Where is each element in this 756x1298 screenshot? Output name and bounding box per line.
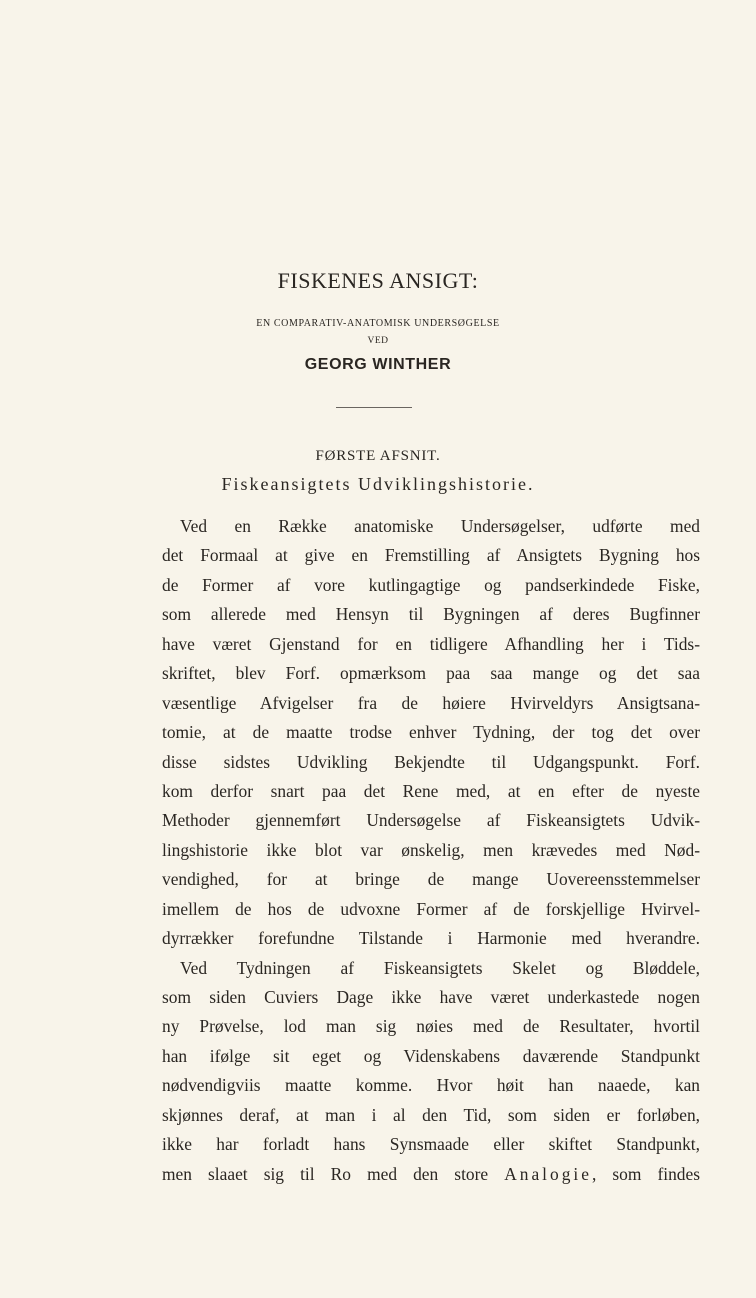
- text-line: tomie, at de maatte trodse enhver Tydning, der tog det over: [162, 722, 700, 743]
- text-line: ikke har forladt hans Synsmaade eller skiftet Standpunkt,: [162, 1134, 700, 1155]
- text-line: ny Prøvelse, lod man sig nøies med de Resultater, hvortil: [162, 1016, 700, 1037]
- author-name: GEORG WINTHER: [304, 356, 452, 373]
- text-line: imellem de hos de udvoxne Former af de forskjellige Hvirvel-: [162, 898, 700, 919]
- text-line: Ved en Række anatomiske Undersøgelser, udførte med: [180, 516, 700, 536]
- spaced-word: Analogie: [504, 1163, 592, 1184]
- text-line: dyrrækker forefundne Tilstande i Harmonie med hverandre.: [162, 928, 700, 949]
- text-line: væsentlige Afvigelser fra de høiere Hvirveldyrs Ansigtsana-: [162, 692, 700, 713]
- text-line-head: men slaaet sig til Ro med den store: [162, 1163, 489, 1184]
- text-line: lingshistorie ikke blot var ønskelig, men krævedes med Nød-: [162, 839, 700, 860]
- section-heading: FØRSTE AFSNIT.: [315, 448, 441, 464]
- text-line: Ved Tydningen af Fiskeansigtets Skelet og Bløddele,: [180, 957, 700, 978]
- text-line: det Formaal at give en Fremstilling af Ansigtets Bygning hos: [162, 545, 700, 566]
- title-divider: [336, 407, 412, 408]
- text-line: som siden Cuviers Dage ikke have været underkastede nogen: [162, 987, 700, 1007]
- text-line: skriftet, blev Forf. opmærksom paa saa mange og det saa: [162, 663, 700, 684]
- text-line-last: [162, 1160, 700, 1189]
- body-text: [162, 512, 700, 1189]
- text-line: som allerede med Hensyn til Bygningen af deres Bugfinner: [162, 604, 700, 625]
- text-line: Methoder gjennemført Undersøgelse af Fiskeansigtets Udvik-: [162, 810, 700, 831]
- text-line: nødvendigviis maatte komme. Hvor høit han naaede, kan: [162, 1075, 700, 1096]
- byline-prefix: VED: [367, 336, 389, 346]
- text-line: de Former af vore kutlingagtige og pandserkindede Fiske,: [162, 574, 700, 595]
- page-subtitle: EN COMPARATIV-ANATOMISK UNDERSØGELSE: [256, 318, 500, 329]
- text-line: disse sidstes Udvikling Bekjendte til Udgangspunkt. Forf.: [162, 751, 700, 772]
- page-title: FISKENES ANSIGT:: [277, 268, 479, 293]
- section-subheading: Fiskeansigtets Udviklingshistorie.: [221, 474, 535, 494]
- text-line-tail: , som findes: [591, 1163, 700, 1184]
- text-line: han ifølge sit eget og Videnskabens daværende Standpunkt: [162, 1045, 700, 1066]
- text-line: vendighed, for at bringe de mange Uovereensstemmelser: [162, 869, 700, 890]
- text-line: have været Gjenstand for en tidligere Afhandling her i Tids-: [162, 633, 700, 654]
- text-line: skjønnes deraf, at man i al den Tid, som siden er forløben,: [162, 1104, 700, 1125]
- text-line: kom derfor snart paa det Rene med, at en efter de nyeste: [162, 780, 700, 801]
